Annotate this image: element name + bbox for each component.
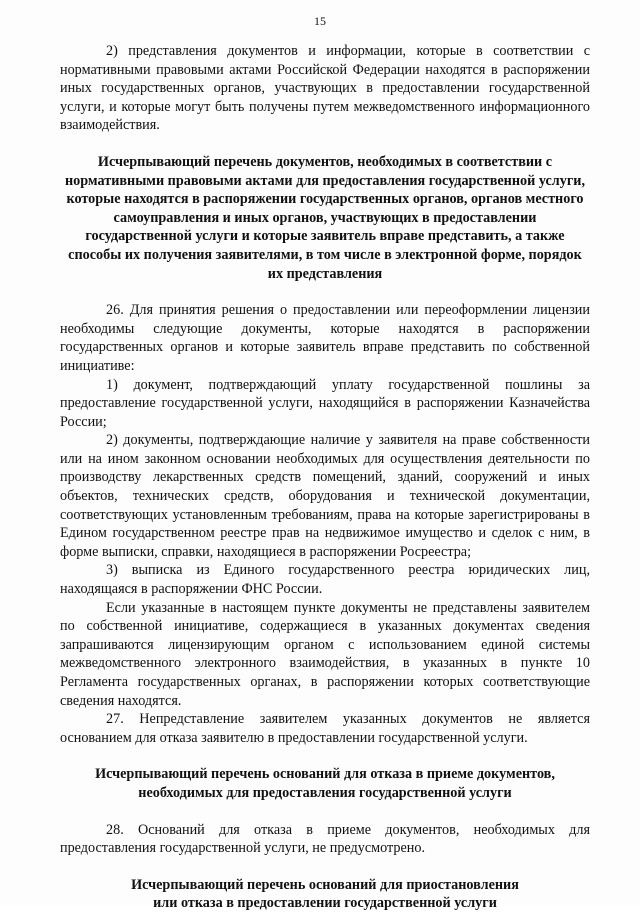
section-heading-documents: Исчерпывающий перечень документов, необходимых в соответствии с нормативными правовыми актами для предоставления государственной услуги, которые находятся в распоряжении государственных органов, органов местного самоуправления и иных органов, участвующих в предоставлении государственной услуги и которые заявитель вправе представить, а также способы их получения заявителями, в том числе в электронной форме, порядок их представления	[64, 153, 585, 282]
paragraph-26-item-1: 1) документ, подтверждающий уплату государственной пошлины за предоставление государственной услуги, находящийся в распоряжении Казначейства России;	[60, 376, 590, 430]
paragraph-26: 26. Для принятия решения о предоставлении или переоформлении лицензии необходимы следующие документы, которые находятся в распоряжении государственных органов и которые заявитель вправе представить по собственной инициативе:	[60, 302, 590, 374]
section-heading-refusal-acceptance: Исчерпывающий перечень оснований для отказа в приеме документов, необходимых для предоставления государственной услуги	[95, 766, 555, 801]
document-body	[60, 42, 590, 913]
paragraph-26-item-2: 2) документы, подтверждающие наличие у заявителя на праве собственности или на ином законном основании необходимых для осуществления деятельности по производству лекарственных средств помещений, зданий, сооружений и иных объектов, технических средств, оборудования и технической документации, соответствующих установленным требованиям, права на которые зарегистрированы в Едином государственном реестре прав на недвижимое имущество и сделок с ним, в форме выписки, справки, находящиеся в распоряжении Росреестра;	[60, 432, 590, 560]
section-heading-suspension-line-2: или отказа в предоставлении государственной услуги	[153, 895, 497, 912]
paragraph-26-conditional: Если указанные в настоящем пункте документы не представлены заявителем по собственной инициативе, содержащиеся в указанных документах сведения запрашиваются лицензирующим органом с использованием единой системы межведомственного электронного взаимодействия, в указанных в пункте 10 Регламента государственных органах, в распоряжении которых соответствующие сведения находятся.	[60, 599, 590, 709]
paragraph-28: 28. Оснований для отказа в приеме документов, необходимых для предоставления государственной услуги, не предусмотрено.	[60, 821, 590, 857]
paragraph-26-item-3: 3) выписка из Единого государственного реестра юридических лиц, находящаяся в распоряжении ФНС России.	[60, 562, 590, 598]
section-heading-suspension-line-1: Исчерпывающий перечень оснований для приостановления	[131, 876, 519, 893]
paragraph-27: 27. Непредставление заявителем указанных документов не является основанием для отказа заявителю в предоставлении государственной услуги.	[60, 711, 590, 746]
page-number: 15	[314, 14, 326, 28]
paragraph-intro-2: 2) представления документов и информации, которые в соответствии с нормативными правовыми актами Российской Федерации находятся в распоряжении иных государственных органов, участвующих в предоставлении государственной услуги, и которые могут быть получены путем межведомственного информационного взаимодействия.	[60, 43, 590, 134]
